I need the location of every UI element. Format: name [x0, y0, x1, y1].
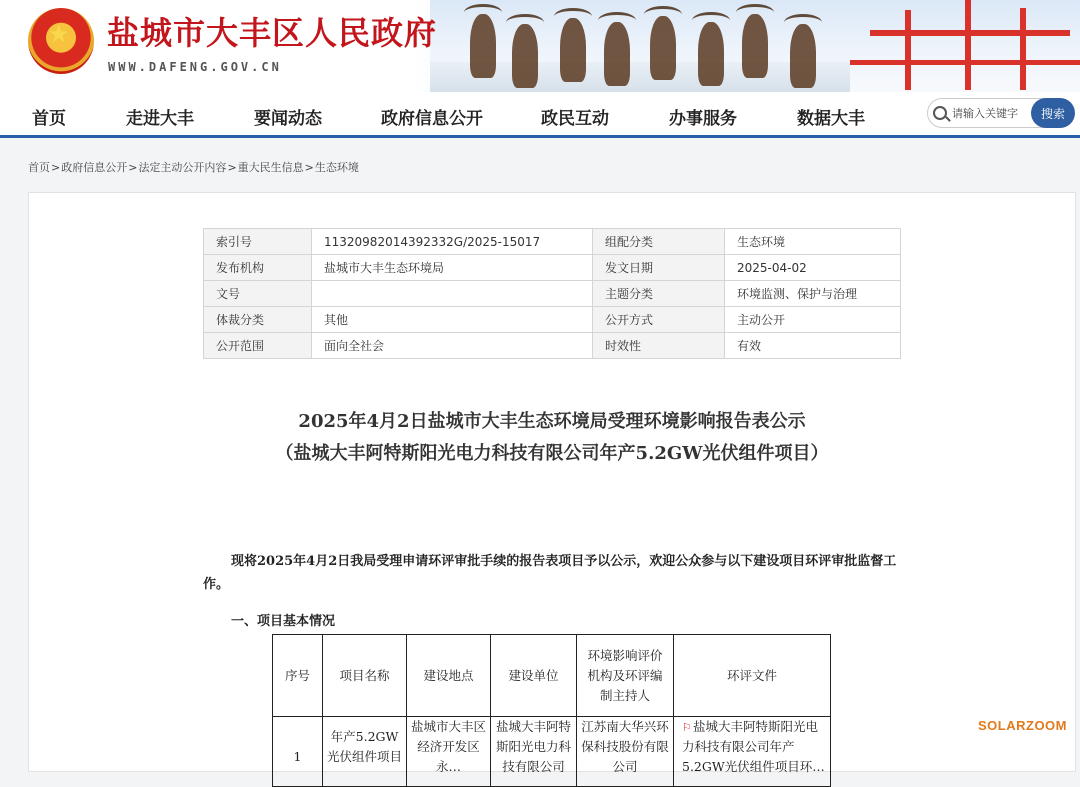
- breadcrumb-home[interactable]: 首页: [28, 161, 50, 174]
- meta-key: 公开范围: [204, 333, 312, 359]
- site-title[interactable]: 盐城市大丰区人民政府: [107, 14, 438, 52]
- meta-value: [312, 281, 593, 307]
- crane-beam: [850, 60, 1080, 65]
- crane-leg: [965, 0, 971, 90]
- table-row: [204, 255, 901, 281]
- eia-file-name[interactable]: 盐城大丰阿特斯阳光电力科技有限公司年产5.2GW光伏组件项目环…: [682, 719, 825, 774]
- meta-key: 组配分类: [593, 229, 725, 255]
- header-banner: [0, 0, 1080, 92]
- meta-key: 体裁分类: [204, 307, 312, 333]
- breadcrumb-gov-info[interactable]: 政府信息公开: [61, 161, 128, 174]
- table-header-row: [273, 635, 831, 717]
- meta-value: 环境监测、保护与治理: [725, 281, 901, 307]
- table-cell: [407, 717, 491, 787]
- table-cell: [674, 717, 831, 787]
- deer-figure: [790, 24, 816, 88]
- search-button[interactable]: 搜索: [1031, 98, 1075, 128]
- nav-item-gov-info[interactable]: 政府信息公开: [381, 109, 483, 129]
- section-heading: 一、项目基本情况: [231, 614, 336, 629]
- watermark: SOLARZOOM: [978, 718, 1067, 733]
- breadcrumb-statutory[interactable]: 法定主动公开内容: [138, 161, 227, 174]
- meta-key: 发文日期: [593, 255, 725, 281]
- pdf-icon: ⚐: [682, 721, 692, 734]
- deer-figure: [604, 22, 630, 86]
- crane-leg: [905, 10, 911, 90]
- deer-figure: [742, 14, 768, 78]
- breadcrumb: 首页>政府信息公开>法定主动公开内容>重大民生信息>生态环境: [28, 161, 359, 174]
- main-nav: [0, 92, 1080, 138]
- cell-eia-agency: 江苏南大华兴环保科技股份有限公司: [581, 719, 669, 774]
- article-title-line2: （盐城大丰阿特斯阳光电力科技有限公司年产5.2GW光伏组件项目）: [275, 443, 829, 464]
- column-header: 建设地点: [407, 635, 491, 717]
- deer-figure: [470, 14, 496, 78]
- column-header: 序号: [273, 635, 323, 717]
- meta-key: 索引号: [204, 229, 312, 255]
- column-header: 项目名称: [323, 635, 407, 717]
- meta-value: 主动公开: [725, 307, 901, 333]
- article-title-line1: 2025年4月2日盐城市大丰生态环境局受理环境影响报告表公示: [298, 411, 806, 432]
- meta-key: 主题分类: [593, 281, 725, 307]
- cell-builder: 盐城大丰阿特斯阳光电力科技有限公司: [495, 719, 571, 774]
- breadcrumb-ecology[interactable]: 生态环境: [314, 161, 359, 174]
- meta-key: 公开方式: [593, 307, 725, 333]
- article-intro: 现将2025年4月2日我局受理申请环评审批手续的报告表项目予以公示，欢迎公众参与以下建设项目环评审批监督工作。: [203, 554, 897, 592]
- meta-value: 生态环境: [725, 229, 901, 255]
- metadata-table: [203, 228, 901, 359]
- nav-item-news[interactable]: 要闻动态: [254, 109, 322, 129]
- cell-project-name: 年产5.2GW光伏组件项目: [326, 729, 402, 764]
- meta-value: 盐城市大丰生态环境局: [312, 255, 593, 281]
- search-input[interactable]: [952, 105, 1032, 121]
- national-emblem-logo[interactable]: [28, 8, 94, 74]
- table-row: [273, 717, 831, 787]
- meta-value: 面向全社会: [312, 333, 593, 359]
- nav-item-services[interactable]: 办事服务: [669, 109, 737, 129]
- table-cell: [577, 717, 674, 787]
- search-icon: [933, 106, 947, 120]
- deer-figure: [698, 22, 724, 86]
- column-header: 环评文件: [674, 635, 831, 717]
- breadcrumb-livelihood[interactable]: 重大民生信息: [237, 161, 304, 174]
- eia-file-link[interactable]: [674, 717, 830, 774]
- meta-value: 有效: [725, 333, 901, 359]
- nav-item-interaction[interactable]: 政民互动: [541, 109, 609, 129]
- table-row: [204, 281, 901, 307]
- column-header: 建设单位: [491, 635, 577, 717]
- meta-key: 发布机构: [204, 255, 312, 281]
- meta-value: 2025-04-02: [725, 255, 901, 281]
- crane-leg: [1020, 8, 1026, 90]
- nav-item-data[interactable]: 数据大丰: [797, 109, 865, 129]
- meta-value: 其他: [312, 307, 593, 333]
- table-row: [204, 307, 901, 333]
- meta-value: 11320982014392332G/2025-15017: [312, 229, 593, 255]
- column-header: 环境影响评价机构及环评编制主持人: [577, 635, 674, 717]
- table-cell: [491, 717, 577, 787]
- deer-figure: [512, 24, 538, 88]
- table-row: [204, 229, 901, 255]
- nav-item-home[interactable]: 首页: [32, 109, 66, 129]
- cell-location: 盐城市大丰区经济开发区永…: [410, 719, 486, 774]
- project-table: [272, 634, 831, 787]
- deer-figure: [560, 18, 586, 82]
- meta-key: 文号: [204, 281, 312, 307]
- table-cell: [273, 717, 323, 787]
- table-row: [204, 333, 901, 359]
- cell-index: 1: [293, 749, 302, 764]
- meta-key: 时效性: [593, 333, 725, 359]
- deer-figure: [650, 16, 676, 80]
- site-url: WWW.DAFENG.GOV.CN: [108, 60, 282, 74]
- table-cell: [323, 717, 407, 787]
- nav-item-about[interactable]: 走进大丰: [126, 109, 194, 129]
